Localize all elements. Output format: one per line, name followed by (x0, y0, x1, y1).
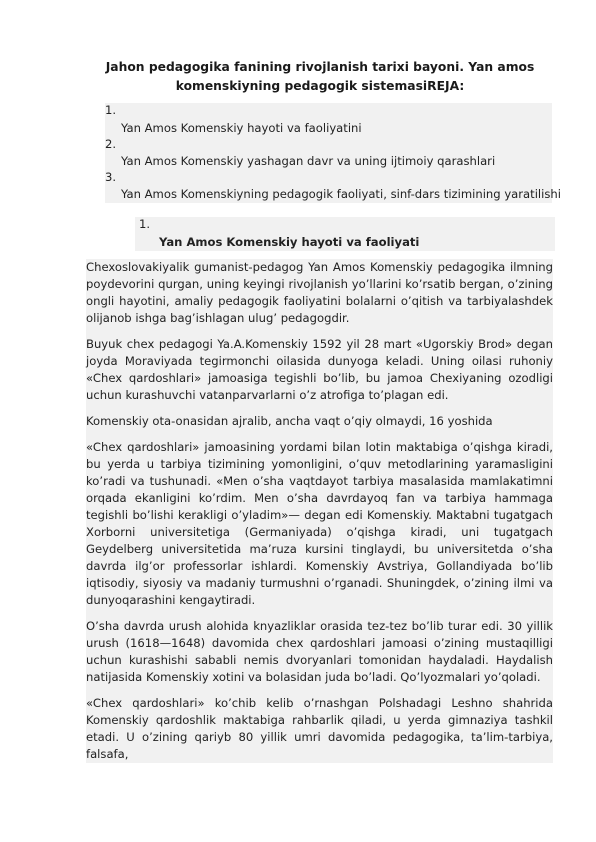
plan-item-1-number: 1. (105, 103, 117, 117)
section-number: 1. (139, 217, 151, 231)
plan-item-3-text: Yan Amos Komenskiyning pedagogik faoliyati, sinf-dars tizimining yaratilishi (121, 187, 561, 201)
paragraph-5: O’sha davrda urush alohida knyazliklar orasida tez-tez bo’lib turar edi. 30 yillik urush (1618—1648) davomida chex qardoshlari jamoasi o’zining mustaqilligi uchun kurashishi sababli nemis dvoryanlari tomonidan haydaladi. Haydalish natijasida Komenskiy xotini va bolasidan juda bo’ladi. Qo’lyozmalari yo’qoladi. (86, 619, 553, 684)
plan-item-3-number: 3. (105, 170, 117, 184)
paragraph-2: Buyuk chex pedagogi Ya.A.Komenskiy 1592 yil 28 mart «Ugorskiy Brod» degan joyda Moraviyada tegirmonchi oilasida dunyoga keladi. Uning oilasi ruhoniy «Chex qardoshlari» jamoasiga tegishli bo’lib, bu jamoa Chexiyaning ozodligi uchun kurashuvchi vatanparvarlarni o’z atrofiga to’plagan edi. (86, 337, 553, 402)
paragraph-3: Komenskiy ota-onasidan ajralib, ancha vaqt o’qiy olmaydi, 16 yoshida (86, 414, 493, 428)
plan-item-1-text: Yan Amos Komenskiy hayoti va faoliyatini (121, 121, 362, 135)
document-body (86, 259, 553, 763)
plan-list (105, 103, 561, 203)
paragraph-6: «Chex qardoshlari» ko’chib kelib o’rnashgan Polshadagi Leshno shahrida Komenskiy qardoshlik maktabiga rahbarlik qiladi, u yerda gimnaziya tashkil etadi. U o’zining qariyb 80 yillik umri davomida pedagogika, ta’lim-tarbiya, falsafa, (86, 696, 553, 761)
plan-item-2-number: 2. (105, 137, 117, 151)
document-title: Jahon pedagogika fanining rivojlanish tarixi bayoni. Yan amos komenskiyning pedagogik sistemasiREJA: (105, 60, 535, 93)
section-title: Yan Amos Komenskiy hayoti va faoliyati (159, 235, 420, 249)
paragraph-1: Chexoslovakiyalik gumanist-pedagog Yan Amos Komenskiy pedagogika ilmning poydevorini qurgan, uning keyingi rivojlanish yo’llarini ko’rsatib bergan, o’zining ongli hayotini, amaliy pedagogik faoliyatini bolalarni o’qitish va tarbiyalashdek olijanob ishga bag’ishlagan ulug’ pedagogdir. (86, 260, 553, 325)
plan-item-2-text: Yan Amos Komenskiy yashagan davr va uning ijtimoiy qarashlari (121, 154, 496, 168)
paragraph-4: «Chex qardoshlari» jamoasining yordami bilan lotin maktabiga o’qishga kiradi, bu yerda u tarbiya tizimining yomonligini, o’quv metodlarining yaramasligini ko’radi va tushunadi. «Men o’sha vaqtdayot tarbiya masalasida mamlakatimni orqada ekanligini ko’rdim. Men o’sha davrdayoq fan va tarbiya hammaga tegishli bo’lishi kerakligi o’yladim»— degan edi Komenskiy. Maktabni tugatgach Xorborni universitetiga (Germaniyada) o’qishga kiradi, uni tugatgach Geydelberg universitetida ma’ruza kursini tinglaydi, bu universitetda o’sha davrda ilg’or professorlar ishlardi. Komenskiy Avstriya, Gollandiyada bo’lib iqtisodiy, siyosiy va madaniy turmushni o’rganadi. Shuningdek, o’zining ilmi va dunyoqarashini kengaytiradi. (86, 440, 553, 607)
section-heading (135, 217, 555, 251)
